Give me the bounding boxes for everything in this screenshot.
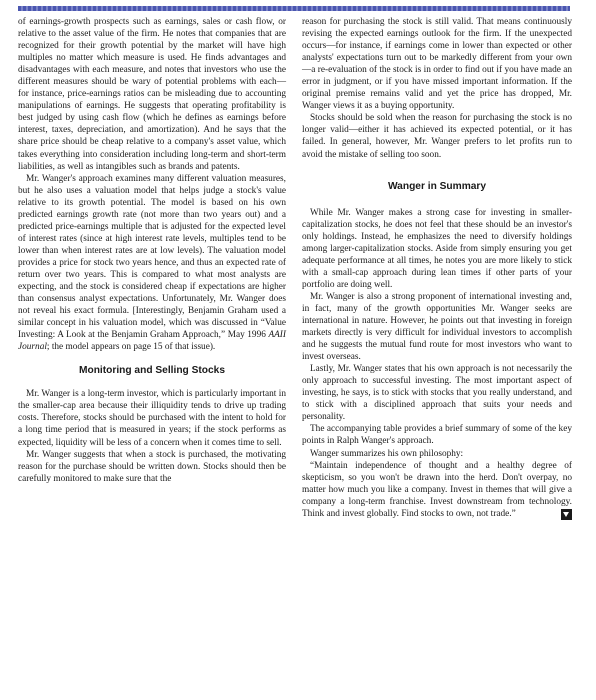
end-of-article-triangle-icon [561,509,572,520]
right-column [302,16,572,520]
left-paragraph-2-tail: ; the model appears on page 15 of that issue). [46,342,216,353]
journal-title: AAII Journal [18,330,286,353]
right-paragraph-2: Stocks should be sold when the reason for purchasing the stock is no longer valid—either it has achieved its expected potential, or it has failed. In general, however, Mr. Wanger prefers to let profits run to avoid the mistake of selling too soon. [302,113,572,160]
left-column [18,16,286,485]
right-paragraph-4: Mr. Wanger is also a strong proponent of international investing and, in fact, many of the growth opportunities Mr. Wanger seeks are international in nature. However, he points out that investing in foreign markets directly is very difficult for individual investors to accomplish and he suggests the mutual fund route for most investors who want to invest overseas. [302,291,572,363]
left-paragraph-3: Mr. Wanger is a long-term investor, which is particularly important in the smaller-cap area because their illiquidity tends to drive up trading costs. Therefore, stocks should be purchased with the intent to hold for a long time period that is measured in years; if the stock performs as expected, liquidity will be less of a concern when it comes time to sell. [18,389,286,448]
left-paragraph-2 [18,173,286,354]
right-paragraph-5: Lastly, Mr. Wanger states that his own approach is not necessarily the only approach to successful investing. The most important aspect of investing, he says, is to stick with stocks that you really understand, and to stick with a disciplined approach that suits your needs and personality. [302,364,572,423]
left-paragraph-1: of earnings-growth prospects such as earnings, sales or cash flow, or relative to the asset value of the firm. He notes that companies that are recognized for their growth potential by the market will have high multiples no matter which measure is used. He finds advantages and disadvantages with each measure, and notes that investors who use the different measures should be wary of potential problems with each—for instance, price-earnings ratios can be misleading due to accounting manipulations of earnings. He suggests that operating profitability is best judged by using cash flow (which he defines as earnings before interest, taxes, depreciation, and amortization). And he says that the share price should be cheap relative to a company's asset value, which takes everything into consideration including long-term and short-term liabilities, as well as intangibles such as brands and patents. [18,17,286,172]
left-paragraph-4: Mr. Wanger suggests that when a stock is purchased, the motivating reason for the purchase should be written down. Stocks should then be carefully monitored to make sure that the [18,449,286,484]
right-paragraph-1: reason for purchasing the stock is still valid. That means continuously revising the expected earnings outlook for the firm. If the unexpected occurs—for instance, if earnings come in lower than expected or other analysts' expectations turn out to be markedly different from your own—a re-evaluation of the stock is in order to find out if you have made an error in judgment, or if you have missed important information. If the original premise remains valid and yet the price has dropped, Mr. Wanger views it as a buying opportunity. [302,17,572,112]
right-paragraph-7: Wanger summarizes his own philosophy: [310,448,464,459]
heading-monitoring-selling: Monitoring and Selling Stocks [78,365,226,377]
heading-wanger-summary: Wanger in Summary [387,180,487,192]
right-paragraph-8 [302,460,572,520]
left-paragraph-2-text: Mr. Wanger's approach examines many different valuation measures, but he also uses a valuation model that helps judge a stock's value relative to its growth potential. The model is based on his own predicted earnings growth rate (not more than two years out) and a predicted price-earnings multiple that is adjusted for the expected level of interest rates (since at high interest rate levels, multiples tend to be lower than when interest rates are at low levels). The valuation model provides a price for stock two years hence, and thus an expected rate of return over two years. This is compared to what most analysts are expecting, and the stock is considered cheap if expectations are higher than consensus analyst expectations. Unfortunately, Mr. Wanger does not reveal his exact formula. [Interestingly, Benjamin Graham used a similar concept in his valuation model, which was discussed in “Value Investing: A Look at the Benjamin Graham Approach,” May 1996 [18,173,286,341]
header-color-band [18,6,570,11]
right-paragraph-6: The accompanying table provides a brief summary of some of the key points in Ralph Wanger's approach. [302,424,572,447]
right-paragraph-3: While Mr. Wanger makes a strong case for investing in smaller-capitalization stocks, he does not feel that these should be an investor's only holdings. Instead, he emphasizes the need to diversify holdings among larger-capitalization stocks. Aside from simply ensuring you get adequate performance at all times, he notes you are more likely to stick with a small-cap approach during lean times if other parts of your portfolio are doing well. [302,207,572,290]
wanger-quote: “Maintain independence of thought and a healthy degree of skepticism, so you won't be drawn into the herd. Don't overpay, no matter how much you like a company. Invest in themes that will give a company a long-term franchise. Invest downstream from technology. Think and invest globally. Find stocks to own, not trade.” [302,460,572,519]
